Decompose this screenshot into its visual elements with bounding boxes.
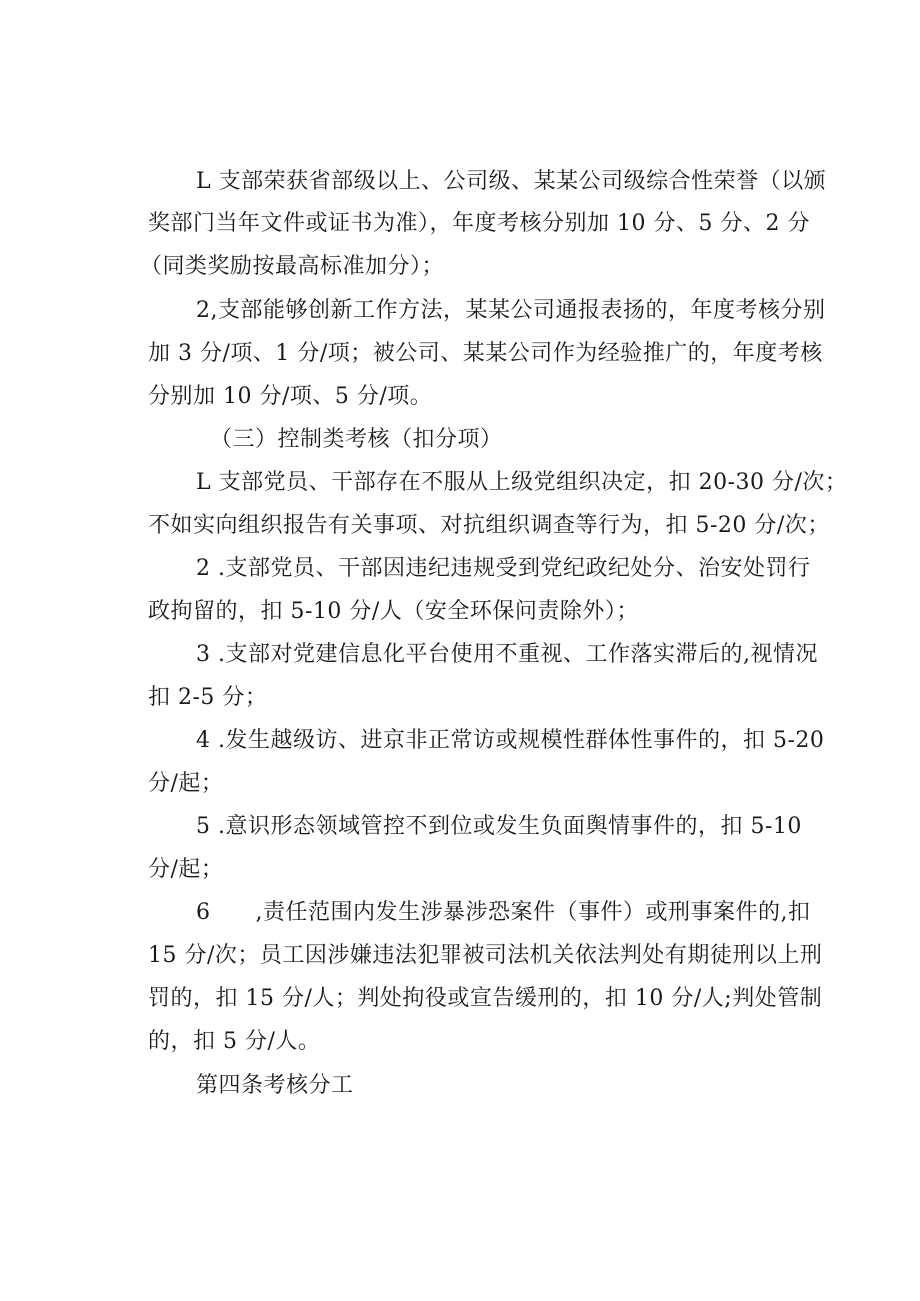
- text-line-13: 扣 2-5 分；: [148, 685, 268, 710]
- text-line-9: 不如实向组织报告有关事项、对抗组织调查等行为，扣 5-20 分/次；: [148, 513, 830, 538]
- text-line-15: 分/起；: [148, 771, 224, 796]
- text-line-20: 罚的，扣 15 分/人；判处拘役或宣告缓刑的，扣 10 分/人;判处管制: [148, 986, 823, 1011]
- text-line-21: 的，扣 5 分/人。: [148, 1029, 321, 1054]
- text-line-2: 奖部门当年文件或证书为准），年度考核分别加 10 分、5 分、2 分: [148, 211, 810, 236]
- text-line-17: 分/起；: [148, 857, 224, 882]
- text-line-18: 6 ,责任范围内发生涉暴涉恐案件（事件）或刑事案件的,扣: [196, 900, 811, 925]
- text-line-19: 15 分/次；员工因涉嫌违法犯罪被司法机关依法判处有期徒刑以上刑: [148, 943, 823, 968]
- text-line-5: 加 3 分/项、1 分/项；被公司、某某公司作为经验推广的，年度考核: [148, 341, 823, 366]
- text-line-12: 3 .支部对党建信息化平台使用不重视、工作落实滞后的,视情况: [196, 642, 818, 667]
- text-line-8: L 支部党员、干部存在不服从上级党组织决定，扣 20-30 分/次；: [196, 470, 848, 495]
- section-heading: （三）控制类考核（扣分项）: [210, 427, 503, 452]
- text-line-10: 2 .支部党员、干部因违纪违规受到党纪政纪处分、治安处罚行: [196, 556, 811, 581]
- text-line-11: 政拘留的，扣 5-10 分/人（安全环保问责除外）；: [148, 599, 639, 624]
- text-line-16: 5 .意识形态领域管控不到位或发生负面舆情事件的，扣 5-10: [196, 814, 802, 839]
- text-line-1: L 支部荣获省部级以上、公司级、某某公司级综合性荣誉（以颁: [196, 169, 827, 194]
- text-line-4: 2,支部能够创新工作方法，某某公司通报表扬的，年度考核分别: [196, 298, 826, 323]
- text-line-3: （同类奖励按最高标准加分）；: [140, 254, 445, 279]
- text-line-6: 分别加 10 分/项、5 分/项。: [148, 384, 433, 409]
- article-heading: 第四条考核分工: [196, 1073, 354, 1098]
- text-line-14: 4 .发生越级访、进京非正常访或规模性群体性事件的，扣 5-20: [196, 728, 825, 753]
